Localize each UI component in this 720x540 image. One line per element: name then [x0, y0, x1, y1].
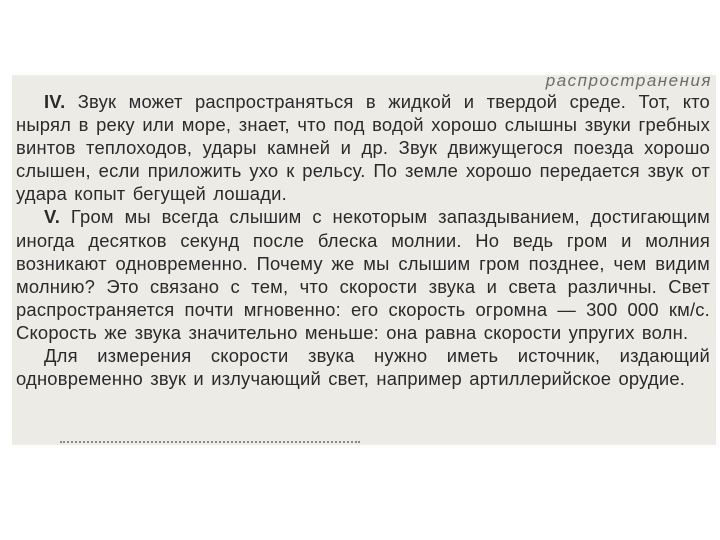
scanned-text-page	[12, 75, 716, 445]
paragraph-iv	[16, 90, 710, 205]
paragraph-marker-v: V.	[44, 206, 61, 228]
paragraph-text-iv: Звук может распространяться в жидкой и твердой среде. Тот, кто нырял в реку или море, знает, что под водой хорошо слышны звуки гребных винтов теплоходов, удары камней и др. Звук движущегося поезда хорошо слышен, если приложить ухо к рельсу. По земле хорошо передается звук от удара копыт бегущей лошади.	[16, 91, 710, 205]
text-block	[16, 90, 710, 390]
paragraph-text-v: Гром мы всегда слышим с некоторым запаздыванием, достигающим иногда десятков секунд после блеска молнии. Но ведь гром и молния возникают одновременно. Почему же мы слышим гром позднее, чем видим молнию? Это связано с тем, что скорости звука и света различны. Свет распространяется почти мгновенно: его скорость огромна — 300 000 км/с. Скорость же звука значительно меньше: она равна скорости упругих волн.	[16, 206, 711, 343]
paragraph-v	[16, 205, 710, 344]
cut-off-heading-fragment: распространения	[545, 75, 712, 90]
paragraph-text-speed-measurement: Для измерения скорости звука нужно иметь источник, издающий одновременно звук и излучающий свет, например артиллерийское орудие.	[16, 345, 710, 390]
paragraph-speed-measurement	[16, 344, 710, 390]
paragraph-marker-iv: IV.	[44, 91, 66, 112]
cut-off-next-line	[60, 441, 360, 445]
